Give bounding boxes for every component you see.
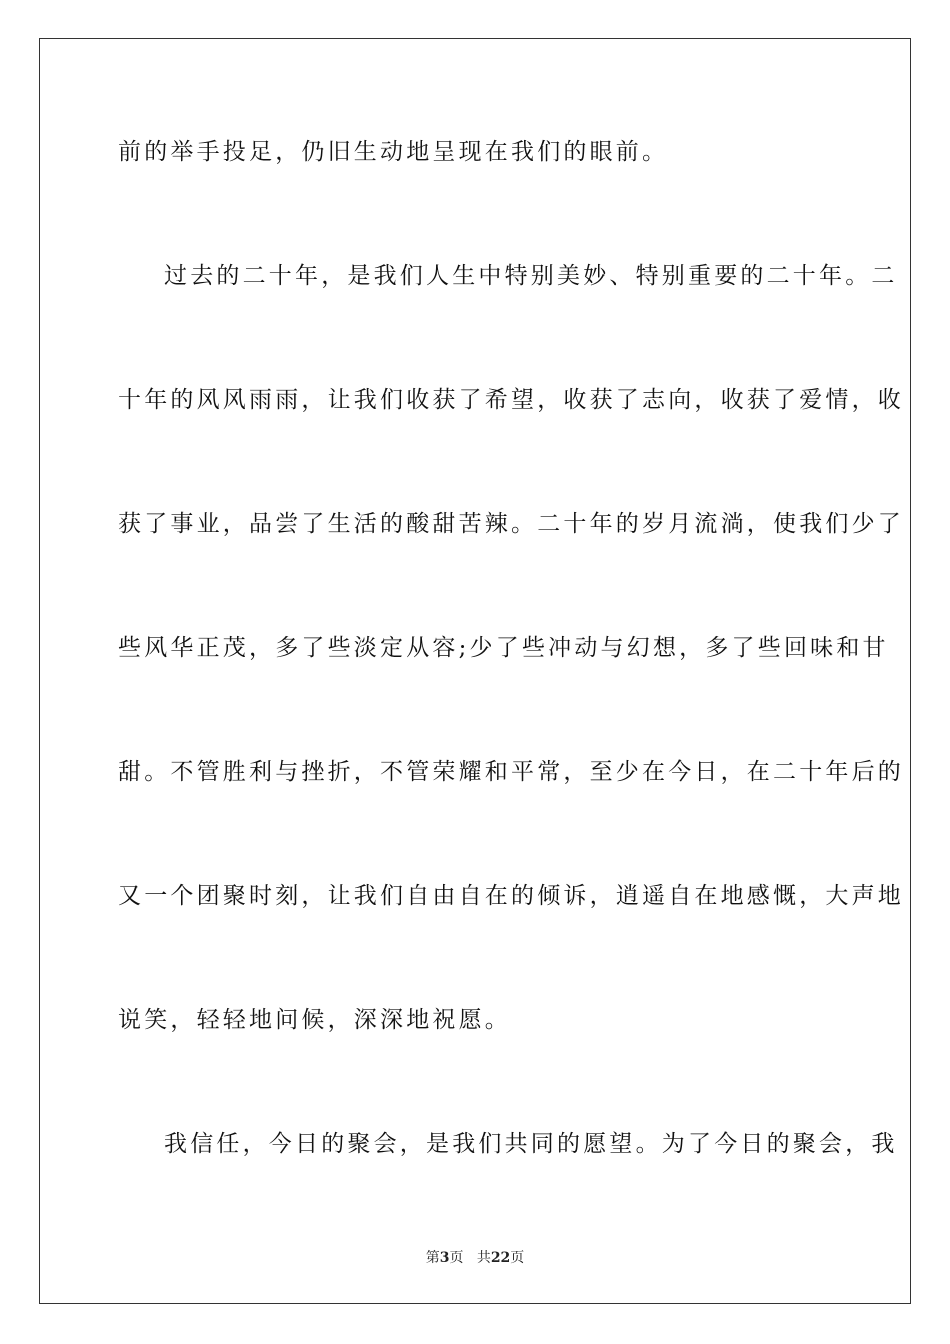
total-suffix: 页 (510, 1250, 525, 1266)
page-border (39, 38, 911, 1304)
page-footer (0, 1249, 950, 1267)
total-prefix: 共 (476, 1250, 491, 1266)
text-line-5: 些风华正茂，多了些淡定从容;少了些冲动与幻想，多了些回味和甘 (118, 635, 889, 661)
text-line-4: 获了事业，品尝了生活的酸甜苦辣。二十年的岁月流淌，使我们少了 (118, 511, 904, 537)
text-line-7: 又一个团聚时刻，让我们自由自在的倾诉，逍遥自在地感慨，大声地 (118, 883, 904, 909)
text-line-9: 我信任，今日的聚会，是我们共同的愿望。为了今日的聚会，我 (164, 1131, 898, 1157)
text-line-6: 甜。不管胜利与挫折，不管荣耀和平常，至少在今日，在二十年后的 (118, 759, 904, 785)
total-pages: 22 (490, 1250, 511, 1266)
text-line-1: 前的举手投足，仍旧生动地呈现在我们的眼前。 (118, 139, 669, 165)
page-prefix: 第 (425, 1250, 440, 1266)
text-line-3: 十年的风风雨雨，让我们收获了希望，收获了志向，收获了爱情，收 (118, 387, 904, 413)
page-suffix: 页 (449, 1250, 464, 1266)
text-line-8: 说笑，轻轻地问候，深深地祝愿。 (118, 1007, 511, 1033)
text-line-2: 过去的二十年，是我们人生中特别美妙、特别重要的二十年。二 (164, 263, 898, 289)
page-number: 3 (439, 1250, 450, 1266)
